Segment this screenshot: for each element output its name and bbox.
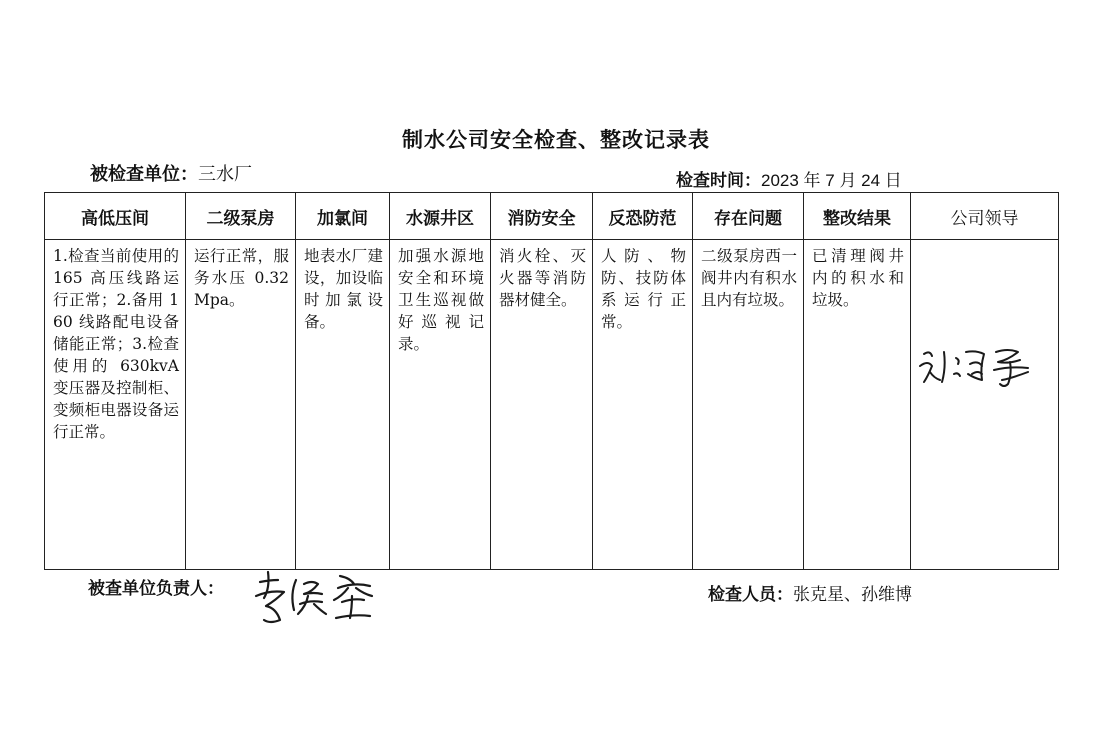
document-title: 制水公司安全检查、整改记录表	[402, 127, 710, 152]
inspectors-label: 检查人员：	[708, 585, 793, 605]
header-cell: 公司领导	[911, 193, 1059, 240]
table-cell: 二级泵房西一阀井内有积水且内有垃圾。	[693, 240, 804, 570]
manager-label: 被查单位负责人：	[88, 579, 224, 599]
leader-signature	[910, 340, 1058, 400]
table-cell: 人防、物防、技防体系运行正常。	[593, 240, 693, 570]
inspected-unit-value: 三水厂	[198, 164, 252, 185]
header-cell: 高低压间	[45, 193, 186, 240]
header-cell: 二级泵房	[186, 193, 296, 240]
table-cell: 地表水厂建设，加设临时加氯设备。	[296, 240, 390, 570]
inspected-unit	[90, 160, 252, 186]
header-cell: 整改结果	[804, 193, 911, 240]
header-cell: 水源井区	[390, 193, 491, 240]
inspectors-value: 张克星、孙维博	[793, 585, 912, 605]
header-cell: 加氯间	[296, 193, 390, 240]
table-row	[45, 240, 1059, 570]
inspection-time	[676, 166, 902, 191]
header-cell: 存在问题	[693, 193, 804, 240]
inspection-time-label: 检查时间：	[676, 171, 761, 191]
table-header-row	[45, 193, 1059, 240]
table-cell: 加强水源地安全和环境卫生巡视做好巡视记录。	[390, 240, 491, 570]
table-cell: 已清理阀井内的积水和垃圾。	[804, 240, 911, 570]
table-cell: 消火栓、灭火器等消防器材健全。	[491, 240, 593, 570]
header-cell: 消防安全	[491, 193, 593, 240]
manager-signature	[244, 566, 400, 630]
header-cell: 反恐防范	[593, 193, 693, 240]
table-cell: 运行正常，服务水压 0.32Mpa。	[186, 240, 296, 570]
table-cell	[911, 240, 1059, 570]
inspectors	[708, 580, 912, 605]
inspection-time-value: 2023 年 7 月 24 日	[761, 171, 902, 190]
table-cell: 1.检查当前使用的 165 高压线路运行正常；2.备用 160 线路配电设备储能正常；3.检查使用的 630kvA 变压器及控制柜、变频柜电器设备运行正常。	[45, 240, 186, 570]
inspected-unit-label: 被检查单位：	[90, 164, 198, 185]
inspection-record-table	[44, 192, 1059, 570]
